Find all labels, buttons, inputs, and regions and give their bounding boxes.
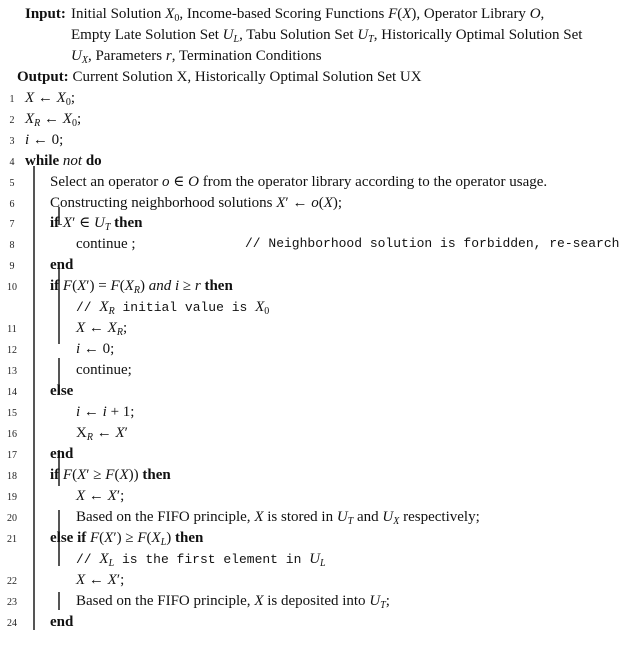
input-label: Input: xyxy=(25,6,66,22)
line25-cont-bar xyxy=(58,592,60,610)
output-text: Current Solution X, Historically Optimal Solution Set UX xyxy=(72,69,422,85)
output-label: Output: xyxy=(17,69,69,85)
while-block-bar xyxy=(33,166,35,630)
input-text-1: Initial Solution $X_0$, Income-based Scoring Functions F(X), Operator Library O, xyxy=(71,6,545,24)
comment: // Neighborhood solution is forbidden, re-search xyxy=(245,236,620,251)
